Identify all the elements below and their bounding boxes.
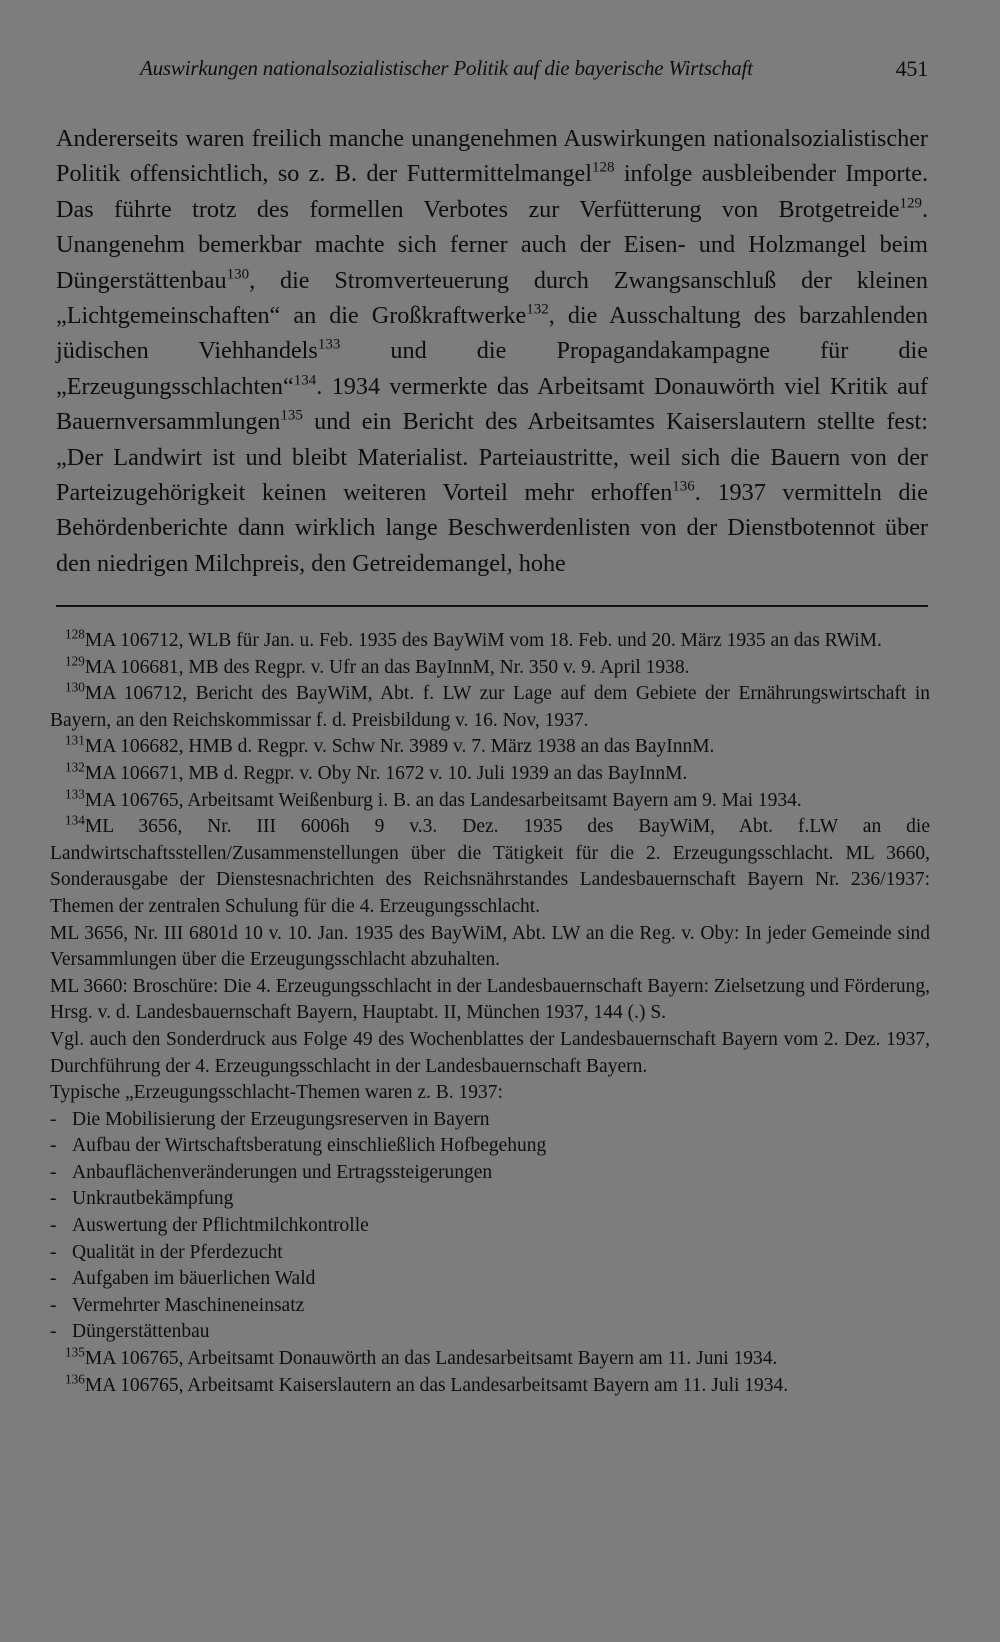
footnotes xyxy=(50,628,930,1399)
theme-list-item xyxy=(50,1293,930,1320)
footnote-marker xyxy=(50,1346,85,1373)
body-text-run: , die Stromverteuerung durch Zwangsanschluß der kleinen „Lichtgemeinschaften“ an die Großkraftwerke xyxy=(56,266,928,330)
theme-list-item xyxy=(50,1160,930,1187)
theme-list-item xyxy=(50,1213,930,1240)
footnote-text: MA 106681, MB des Regpr. v. Ufr an das BayInnM, Nr. 350 v. 9. April 1938. xyxy=(84,656,690,678)
footnote-reference: 129 xyxy=(899,195,922,212)
footnote-reference: 134 xyxy=(293,372,317,389)
body-text-run: und ein Bericht des Arbeitsamtes Kaiserslautern stellte fest: „Der Landwirt ist und bleibt Materialist. Parteiaustritte, weil sich die Bauern von der Parteizugehörigkeit keinen weiteren Vorteil mehr erhoffen xyxy=(56,408,928,507)
footnote-marker xyxy=(50,761,85,788)
running-head-title: Auswirkungen nationalsozialistischer Politik auf die bayerische Wirtschaft xyxy=(140,56,753,80)
body-text-run: . 1937 vermitteln die Behördenberichte dann wirklich lange Beschwerdenlisten von der Dienstbotennot über den niedrigen Milchpreis, den Getreidemangel, hohe xyxy=(56,479,928,577)
footnote xyxy=(50,1346,930,1373)
footnote xyxy=(50,655,930,682)
footnote-number: 128 xyxy=(65,626,85,642)
footnote-marker xyxy=(50,681,85,708)
footnote xyxy=(50,814,930,920)
footnote-number: 131 xyxy=(65,733,85,749)
footnote-continuation xyxy=(50,974,930,1027)
footnote-reference: 128 xyxy=(591,159,615,176)
footnote-text: MA 106671, MB d. Regpr. v. Oby Nr. 1672 v. 10. Juli 1939 an das BayInnM. xyxy=(84,762,688,784)
footnote-number: 134 xyxy=(65,812,85,828)
page-number: 451 xyxy=(895,56,928,81)
footnote-text: Auswertung der Pflichtmilchkontrolle xyxy=(72,1215,369,1237)
footnote-reference: 132 xyxy=(526,301,549,318)
theme-list-item xyxy=(50,1107,930,1134)
footnote-text: Vgl. auch den Sonderdruck aus Folge 49 des Wochenblattes der Landesbauernschaft Bayern vom 2. Dez. 1937, Durchführung der 4. Erzeugungsschlacht in der Landesbauernschaft Bayern. xyxy=(50,1028,930,1077)
footnote-text: Vermehrter Maschineneinsatz xyxy=(72,1294,305,1316)
footnote-number: 136 xyxy=(65,1371,85,1387)
footnote-reference: 133 xyxy=(317,336,341,353)
footnote-text: Die Mobilisierung der Erzeugungsreserven in Bayern xyxy=(72,1108,490,1130)
theme-list-item xyxy=(50,1186,930,1213)
footnote-reference: 136 xyxy=(672,478,695,495)
footnote-number: 135 xyxy=(65,1344,85,1360)
footnote-marker xyxy=(50,655,85,682)
footnote-reference: 135 xyxy=(280,407,303,424)
footnote xyxy=(50,788,930,815)
footnote-text: MA 106765, Arbeitsamt Donauwörth an das Landesarbeitsamt Bayern am 11. Juni 1934. xyxy=(84,1348,778,1370)
footnote-text: Anbauflächenveränderungen und Ertragssteigerungen xyxy=(72,1161,493,1183)
footnote xyxy=(50,1373,930,1400)
theme-list-item xyxy=(50,1240,930,1267)
footnote-number: 129 xyxy=(65,653,85,669)
footnote xyxy=(50,628,930,655)
list-dash: - xyxy=(50,1161,57,1183)
body-text-run: Andererseits waren freilich manche unangenehmen Auswirkungen nationalsozialistischer Politik offensichtlich, so z. B. der Futtermittelmangel xyxy=(56,125,928,188)
footnote-text: Aufgaben im bäuerlichen Wald xyxy=(72,1268,316,1290)
footnote-marker xyxy=(50,734,85,761)
footnote-marker xyxy=(50,1373,85,1400)
body-text-run: , die Ausschaltung des barzahlenden jüdischen Viehhandels xyxy=(56,302,928,365)
theme-list-item xyxy=(50,1133,930,1160)
footnote xyxy=(50,681,930,734)
footnote-continuation xyxy=(50,1080,930,1107)
footnote-text: MA 106682, HMB d. Regpr. v. Schw Nr. 3989 v. 7. März 1938 an das BayInnM. xyxy=(84,736,715,758)
footnote-number: 130 xyxy=(65,679,85,695)
running-head xyxy=(140,58,928,79)
footnote-number: 132 xyxy=(65,759,85,775)
footnote-marker xyxy=(50,788,85,815)
list-dash: - xyxy=(50,1135,57,1157)
list-dash: - xyxy=(50,1215,57,1237)
footnote-text: Aufbau der Wirtschaftsberatung einschließlich Hofbegehung xyxy=(72,1135,547,1157)
footnote-number: 133 xyxy=(65,786,85,802)
footnote-text: ML 3656, Nr. III 6006h 9 v.3. Dez. 1935 des BayWiM, Abt. f.LW an die Landwirtschaftsstellen/Zusammenstellungen über die Tätigkeit für die 2. Erzeugungsschlacht. ML 3660, Sonderausgabe der Dienstesnachrichten des Reichsnährstandes Landesbauernschaft Bayern Nr. 236/1937: Themen der zentralen Schulung für die 4. Erzeugungsschlacht. xyxy=(50,816,930,917)
list-dash: - xyxy=(50,1108,57,1130)
footnote-separator xyxy=(56,605,928,607)
footnote-text: ML 3660: Broschüre: Die 4. Erzeugungsschlacht in der Landesbauernschaft Bayern: Zielsetzung und Förderung, Hrsg. v. d. Landesbauernschaft Bayern, Hauptabt. II, München 1937, 144 (.) S. xyxy=(50,975,930,1024)
footnote xyxy=(50,761,930,788)
footnote-text: MA 106765, Arbeitsamt Kaiserslautern an das Landesarbeitsamt Bayern am 11. Juli 1934. xyxy=(84,1374,789,1396)
footnote-text: MA 106712, WLB für Jan. u. Feb. 1935 des BayWiM vom 18. Feb. und 20. März 1935 an das RWiM. xyxy=(84,630,882,651)
list-dash: - xyxy=(50,1188,57,1210)
footnote-text: ML 3656, Nr. III 6801d 10 v. 10. Jan. 1935 des BayWiM, Abt. LW an die Reg. v. Oby: In jeder Gemeinde sind Versammlungen über die Erzeugungsschlacht abzuhalten. xyxy=(50,922,930,971)
footnote-text: Qualität in der Pferdezucht xyxy=(72,1241,283,1263)
list-dash: - xyxy=(50,1241,57,1263)
footnote-continuation xyxy=(50,921,930,974)
footnote-text: MA 106765, Arbeitsamt Weißenburg i. B. an das Landesarbeitsamt Bayern am 9. Mai 1934. xyxy=(84,789,802,811)
footnote xyxy=(50,734,930,761)
list-dash: - xyxy=(50,1321,57,1343)
theme-list-item xyxy=(50,1266,930,1293)
body-paragraph xyxy=(56,121,928,581)
footnote-marker xyxy=(50,628,85,655)
footnote-text: MA 106712, Bericht des BayWiM, Abt. f. LW zur Lage auf dem Gebiete der Ernährungswirtschaft in Bayern, an den Reichskommissar f. d. Preisbildung v. 16. Nov, 1937. xyxy=(50,683,930,731)
body-text-run: . Unangenehm bemerkbar machte sich ferner auch der Eisen- und Holzmangel beim Düngerstättenbau xyxy=(56,195,928,294)
footnote-reference: 130 xyxy=(226,265,250,282)
footnote-text: Unkrautbekämpfung xyxy=(72,1188,234,1210)
body-text-run: . 1934 vermerkte das Arbeitsamt Donauwörth viel Kritik auf Bauernversammlungen xyxy=(56,372,928,436)
footnote-marker xyxy=(50,814,85,841)
body-text-run: und die Propagandakampagne für die „Erzeugungsschlachten“ xyxy=(56,337,928,400)
theme-list-item xyxy=(50,1319,930,1346)
footnote-continuation xyxy=(50,1027,930,1080)
list-dash: - xyxy=(50,1268,57,1290)
body-text-run: infolge ausbleibender Importe. Das führte trotz des formellen Verbotes zur Verfütterung von Brotgetreide xyxy=(56,160,928,223)
list-dash: - xyxy=(50,1294,57,1316)
footnote-text: Typische „Erzeugungsschlacht-Themen waren z. B. 1937: xyxy=(50,1082,503,1104)
footnote-text: Düngerstättenbau xyxy=(72,1321,210,1343)
